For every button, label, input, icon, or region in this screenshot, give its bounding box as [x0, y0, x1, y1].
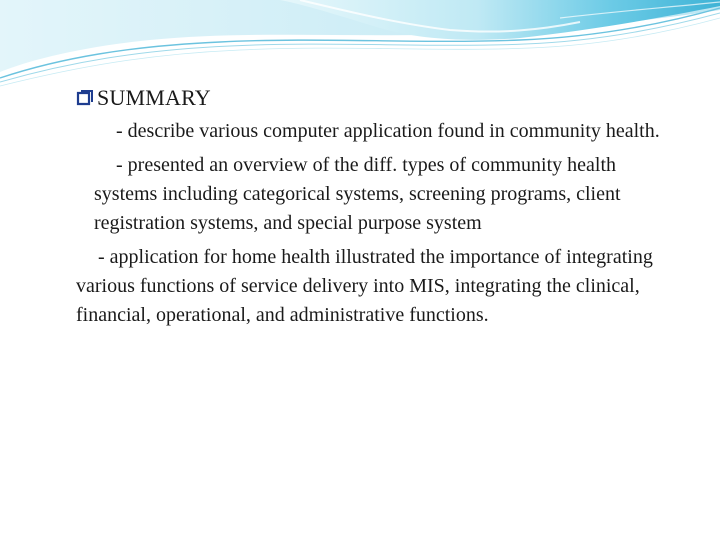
summary-point-1	[76, 117, 676, 146]
summary-heading: SUMMARY	[97, 85, 211, 110]
content-area	[76, 84, 676, 330]
header-wave-decoration	[0, 0, 720, 90]
summary-point-3	[76, 243, 676, 330]
summary-point-3-text: - application for home health illustrated the importance of integrating various functions of service delivery into MIS, integrating the clinical, financial, operational, and administrative functions.	[76, 246, 653, 326]
checkbox-bullet-icon	[76, 89, 94, 107]
summary-point-1-text: - describe various computer application found in community health.	[116, 120, 660, 142]
summary-heading-row	[76, 84, 676, 112]
summary-point-2-text: - presented an overview of the diff. types of community health systems including categorical systems, screening programs, client registration systems, and special purpose system	[94, 154, 621, 234]
summary-point-2	[76, 151, 676, 238]
